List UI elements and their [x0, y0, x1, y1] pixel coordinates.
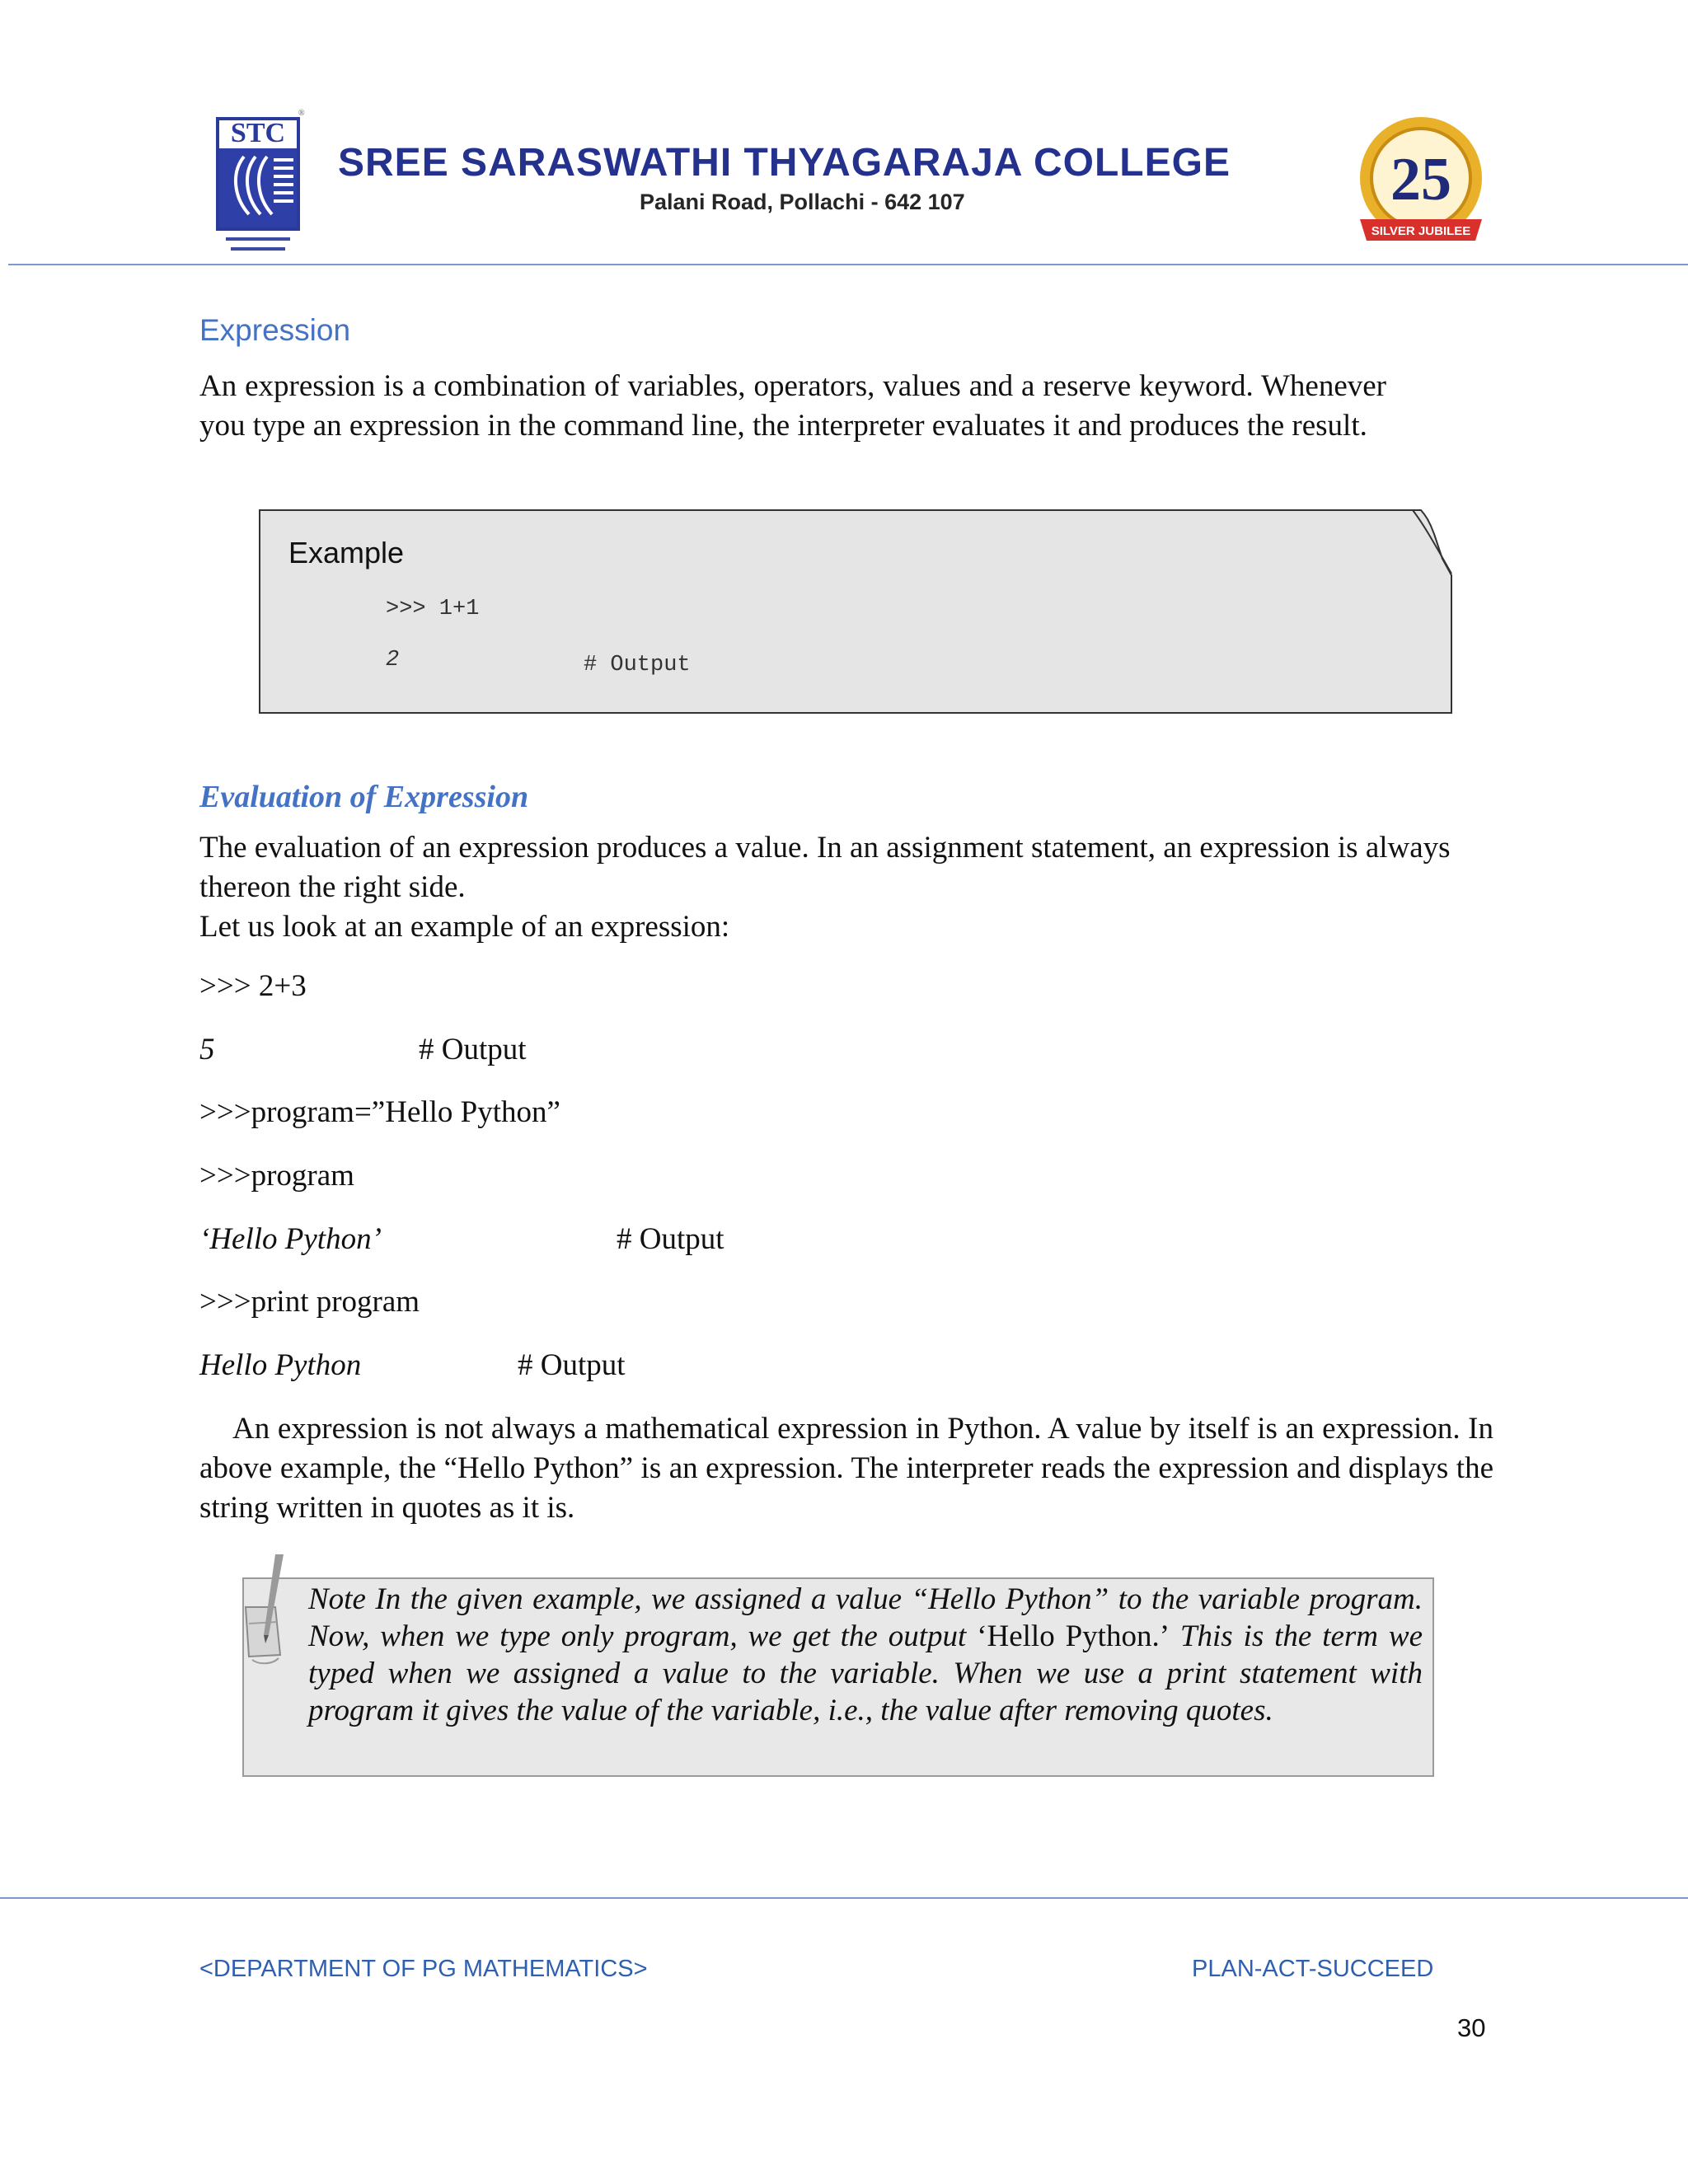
- college-address: Palani Road, Pollachi - 642 107: [640, 190, 965, 214]
- example-comment: # Output: [584, 653, 691, 677]
- code-line: >>>program=”Hello Python”: [199, 1095, 560, 1129]
- evaluation-paragraph-1: The evaluation of an expression produces a value. In an assignment statement, an expression is always thereon the right side.: [199, 831, 1451, 904]
- example-code: >>> 1+1: [386, 597, 480, 621]
- footer-divider: [0, 1897, 1688, 1899]
- output-comment: # Output: [419, 1033, 527, 1066]
- code-line: >>> 2+3: [199, 969, 307, 1003]
- code-line: >>>print program: [199, 1285, 420, 1319]
- college-name: SREE SARASWATHI THYAGARAJA COLLEGE: [338, 141, 1231, 185]
- college-logo: [216, 107, 305, 264]
- output-comment: # Output: [617, 1222, 724, 1256]
- jubilee-text: SILVER JUBILEE: [1371, 224, 1471, 238]
- silver-jubilee-emblem: [1348, 114, 1493, 254]
- example-result: 2: [386, 648, 400, 673]
- note-pen-icon: [239, 1549, 290, 1673]
- footer-department: <DEPARTMENT OF PG MATHEMATICS>: [199, 1956, 648, 1982]
- example-title: Example: [288, 536, 405, 569]
- footer-motto: PLAN-ACT-SUCCEED: [1192, 1956, 1434, 1982]
- code-line: >>>program: [199, 1159, 354, 1193]
- logo-text: STC: [230, 118, 286, 148]
- svg-text:®: ®: [298, 109, 305, 118]
- result-line: Hello Python: [199, 1348, 362, 1382]
- expression-paragraph: An expression is a combination of variables, operators, values and a reserve keyword. Whenever you type an expression in the command line, the interpreter evaluates it and produces the result.: [199, 369, 1386, 443]
- section-heading-expression: Expression: [199, 313, 351, 347]
- note-text-part: Note In the given example, we assigned a value “Hello Python” to the variable program. Now, when we type only program, we get the output: [308, 1582, 1423, 1653]
- jubilee-number: 25: [1390, 146, 1451, 213]
- output-comment: # Output: [518, 1348, 626, 1382]
- note-text: [308, 1581, 1423, 1729]
- page-number: 30: [1457, 2013, 1486, 2042]
- evaluation-paragraph-2: Let us look at an example of an expression:: [199, 910, 730, 944]
- result-line: ‘Hello Python’: [199, 1222, 382, 1256]
- note-output-string: ‘Hello Python.’: [977, 1619, 1170, 1653]
- result-line: 5: [199, 1033, 215, 1066]
- header-divider: [8, 264, 1688, 265]
- section-heading-evaluation: Evaluation of Expression: [199, 780, 529, 814]
- note-text-part: This is the term we typed when we assigned a value to the variable. When we use a print statement with program it gives the value of the variable, i.e., the value after removing quotes.: [308, 1619, 1423, 1727]
- evaluation-paragraph-3: An expression is not always a mathematical expression in Python. A value by itself is an expression. In above example, the “Hello Python” is an expression. The interpreter reads the expression and displays the string written in quotes as it is.: [199, 1412, 1493, 1525]
